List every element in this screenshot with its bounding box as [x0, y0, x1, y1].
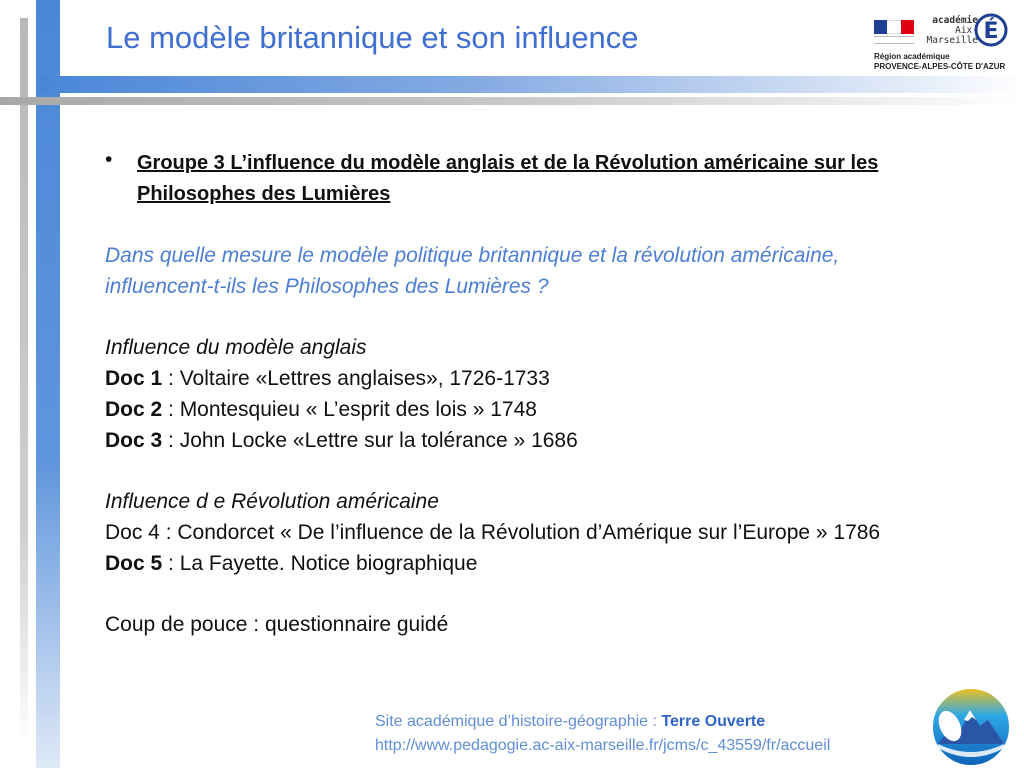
academie-aix-marseille-logo: [872, 6, 1008, 72]
spacer: [105, 456, 1005, 486]
doc-label: Doc 2: [105, 398, 163, 421]
doc-text: : John Locke «Lettre sur la tolérance » 1686: [162, 429, 578, 452]
doc-label: Doc 1: [105, 367, 163, 390]
header-blue-bar: [40, 76, 1024, 93]
doc-line-2: [105, 394, 1005, 425]
e-letter-icon: [974, 6, 1008, 48]
doc-line-3: [105, 425, 1005, 456]
academie-line1: académie: [932, 15, 978, 26]
bullet-heading: [105, 148, 1005, 210]
region-text: [874, 52, 1005, 72]
doc-label: Doc 3: [105, 429, 163, 452]
section-title-american-revolution: Influence d e Révolution américaine: [105, 490, 439, 513]
region-line2: PROVENCE-ALPES-CÔTE D'AZUR: [874, 62, 1006, 71]
flag-caption-lines: [874, 36, 914, 44]
spacer: [105, 302, 1005, 332]
doc-line-4: Doc 4 : Condorcet « De l’influence de la Révolution d’Amérique sur l’Europe » 1786: [105, 521, 881, 544]
guiding-question: [105, 240, 1005, 302]
heading-line2: Philosophes des Lumières: [137, 183, 391, 205]
academie-text: [926, 16, 978, 46]
page-title: Le modèle britannique et son influence: [106, 20, 639, 55]
footer-prefix: Site académique d’histoire-géographie :: [375, 713, 662, 730]
footer-brand: Terre Ouverte: [661, 713, 766, 730]
doc-line-5: [105, 548, 1005, 579]
academie-line2: Aix-Marseille: [926, 25, 978, 46]
footer: [375, 710, 830, 758]
section-title-english-model: Influence du modèle anglais: [105, 336, 367, 359]
question-line1: Dans quelle mesure le modèle politique britannique et la révolution américaine,: [105, 244, 840, 267]
group-heading: [137, 148, 1005, 210]
bullet-icon: •: [105, 148, 113, 171]
help-line: Coup de pouce : questionnaire guidé: [105, 613, 449, 636]
doc-label: Doc 5: [105, 552, 163, 575]
french-flag-icon: [874, 20, 914, 34]
heading-line1: Groupe 3 L’influence du modèle anglais et de la Révolution américaine sur les: [137, 152, 879, 174]
doc-text: : Voltaire «Lettres anglaises», 1726-1733: [162, 367, 550, 390]
footer-line1: [375, 710, 830, 734]
footer-url-link[interactable]: http://www.pedagogie.ac-aix-marseille.fr/jcms/c_43559/fr/accueil: [375, 737, 831, 754]
doc-line-1: [105, 363, 1005, 394]
terre-ouverte-badge: [930, 686, 1012, 768]
left-blue-bar: [36, 0, 60, 768]
left-gray-bar: [20, 18, 28, 748]
slide-content: [105, 148, 1005, 640]
header-gray-bar: [0, 97, 1024, 105]
question-line2: influencent-t-ils les Philosophes des Lumières ?: [105, 275, 549, 298]
e-letter: É: [983, 19, 999, 44]
doc-text: : Montesquieu « L’esprit des lois » 1748: [162, 398, 537, 421]
doc-text: : La Fayette. Notice biographique: [162, 552, 478, 575]
region-line1: Région académique: [874, 52, 950, 61]
spacer: [105, 579, 1005, 609]
